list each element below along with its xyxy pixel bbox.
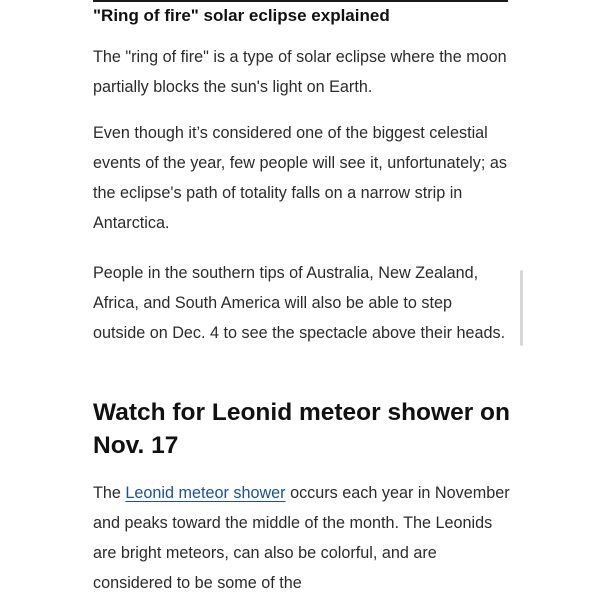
leonid-meteor-shower-link[interactable]: Leonid meteor shower [125, 484, 286, 502]
paragraph-leonid-intro [93, 478, 513, 598]
section-heading-leonid: Watch for Leonid meteor shower on Nov. 17 [93, 399, 510, 459]
paragraph-ring-of-fire-definition: The "ring of fire" is a type of solar eclipse where the moon partially blocks the sun's light on Earth. [93, 48, 507, 96]
scrollbar-thumb[interactable] [520, 270, 523, 346]
paragraph-southern-viewing: People in the southern tips of Australia, New Zealand, Africa, and South America will also be able to step outside on Dec. 4 to see the spectacle above their heads. [93, 264, 506, 342]
paragraph-eclipse-visibility: Even though it’s considered one of the biggest celestial events of the year, few people will see it, unfortunately; as the eclipse's path of totality falls on a narrow strip in Antarctica. [93, 124, 507, 232]
section-subhead: "Ring of fire" solar eclipse explained [93, 6, 390, 25]
paragraph-leonid-text-rest: occurs each year in November and peaks toward the middle of the month. The Leonids are bright meteors, can also be colorful, and are considered to be some of the [93, 484, 510, 592]
paragraph-leonid-text-start: The [93, 484, 126, 502]
top-divider [93, 0, 508, 2]
